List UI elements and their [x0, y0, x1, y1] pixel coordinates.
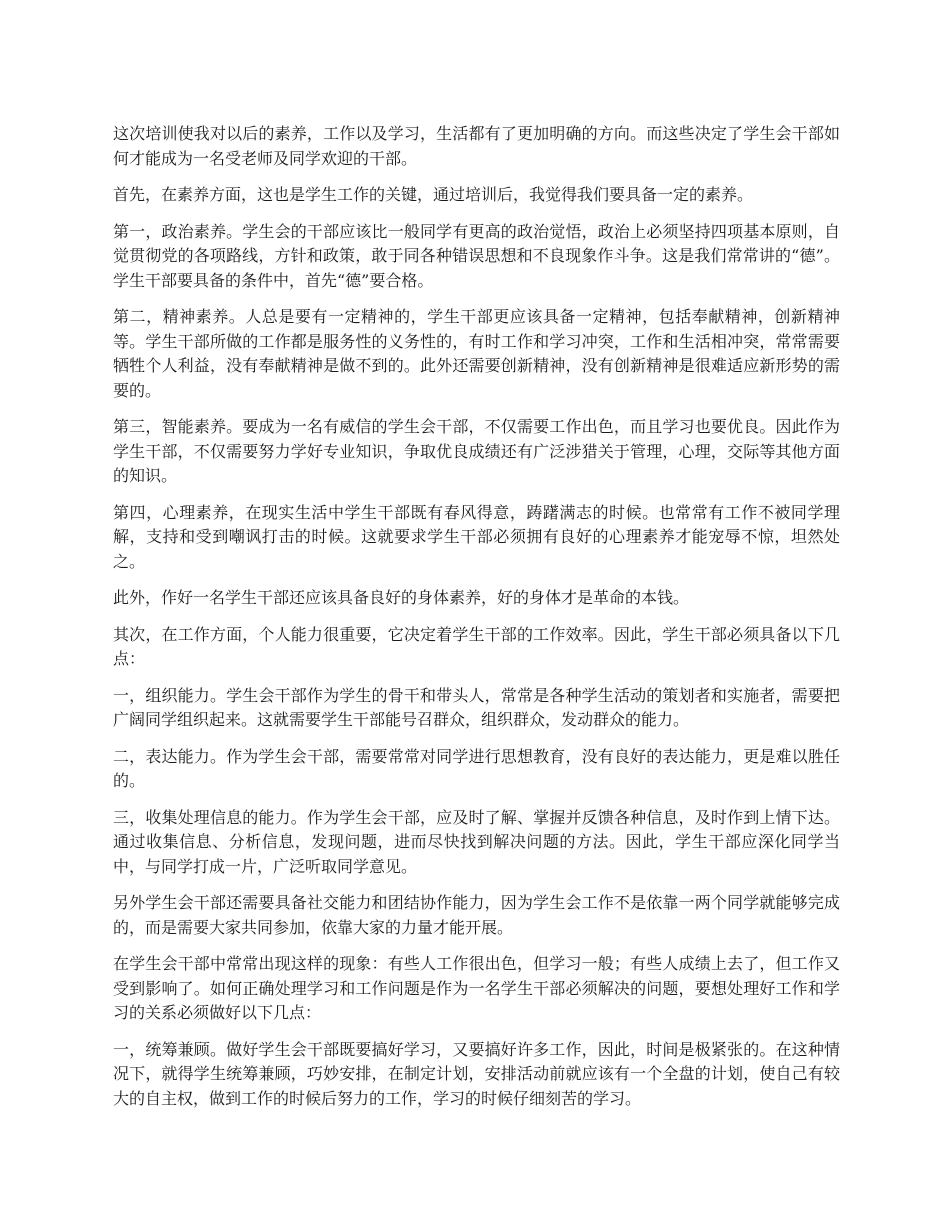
document-body: [113, 122, 840, 1123]
paragraph-physical: 此外，作好一名学生干部还应该具备良好的身体素养，好的身体才是革命的本钱。: [113, 588, 690, 607]
paragraph-psychology: 第四，心理素养，在现实生活中学生干部既有春风得意，踌躇满志的时候。也常常有工作不被同学理解，支持和受到嘲讽打击的时候。这就要求学生干部必须拥有良好的心理素养才能宠辱不惊，坦然处之。: [113, 502, 840, 571]
paragraph-study-work: 在学生会干部中常常出现这样的现象：有些人工作很出色，但学习一般；有些人成绩上去了，但工作又受到影响了。如何正确处理学习和工作问题是作为一名学生干部必须解决的问题，要想处理好工作和学习的关系必须做好以下几点：: [113, 954, 840, 1022]
paragraph-information: 三，收集处理信息的能力。作为学生会干部，应及时了解、掌握并反馈各种信息，及时作到上情下达。通过收集信息、分析信息，发现问题，进而尽快找到解决问题的方法。因此，学生干部应深化同学当中，与同学打成一片，广泛听取同学意见。: [113, 807, 840, 876]
paragraph-intro: 这次培训使我对以后的素养，工作以及学习，生活都有了更加明确的方向。而这些决定了学生会干部如何才能成为一名受老师及同学欢迎的干部。: [113, 124, 840, 168]
paragraph-express: 二，表达能力。作为学生会干部，需要常常对同学进行思想教育，没有良好的表达能力，更是难以胜任的。: [113, 746, 840, 790]
paragraph-intellect: 第三，智能素养。要成为一名有威信的学生会干部，不仅需要工作出色，而且学习也要优良。因此作为学生干部，不仅需要努力学好专业知识，争取优良成绩还有广泛涉猎关于管理，心理，交际等其他方面的知识。: [113, 417, 840, 485]
paragraph-organize: 一，组织能力。学生会干部作为学生的骨干和带头人，常常是各种学生活动的策划者和实施者，需要把广阔同学组织起来。这就需要学生干部能号召群众，组织群众，发动群众的能力。: [113, 685, 840, 729]
paragraph-social: 另外学生会干部还需要具备社交能力和团结协作能力，因为学生会工作不是依靠一两个同学就能够完成的，而是需要大家共同参加，依靠大家的力量才能开展。: [113, 893, 840, 937]
paragraph-spirit: 第二，精神素养。人总是要有一定精神的，学生干部更应该具备一定精神，包括奉献精神，创新精神等。学生干部所做的工作都是服务性的义务性的，有时工作和学习冲突，工作和生活相冲突，常常需要牺牲个人利益，没有奉献精神是做不到的。此外还需要创新精神，没有创新精神是很难适应新形势的需要的。: [113, 307, 840, 400]
paragraph-political: 第一，政治素养。学生会的干部应该比一般同学有更高的政治觉悟，政治上必须坚持四项基本原则，自觉贯彻党的各项路线，方针和政策，敢于同各种错误思想和不良现象作斗争。这是我们常常讲的“德”。学生干部要具备的条件中，首先“德”要合格。: [113, 221, 840, 290]
paragraph-overall-plan: 一，统筹兼顾。做好学生会干部既要搞好学习，又要搞好许多工作，因此，时间是极紧张的。在这种情况下，就得学生统筹兼顾，巧妙安排，在制定计划，安排活动前就应该有一个全盘的计划，使自己有较大的自主权，做到工作的时候后努力的工作，学习的时候仔细刻苦的学习。: [113, 1039, 840, 1108]
paragraph-first-literacy: 首先，在素养方面，这也是学生工作的关键，通过培训后，我觉得我们要具备一定的素养。: [113, 185, 754, 204]
paragraph-work-ability: 其次，在工作方面，个人能力很重要，它决定着学生干部的工作效率。因此，学生干部必须具备以下几点：: [113, 624, 840, 668]
